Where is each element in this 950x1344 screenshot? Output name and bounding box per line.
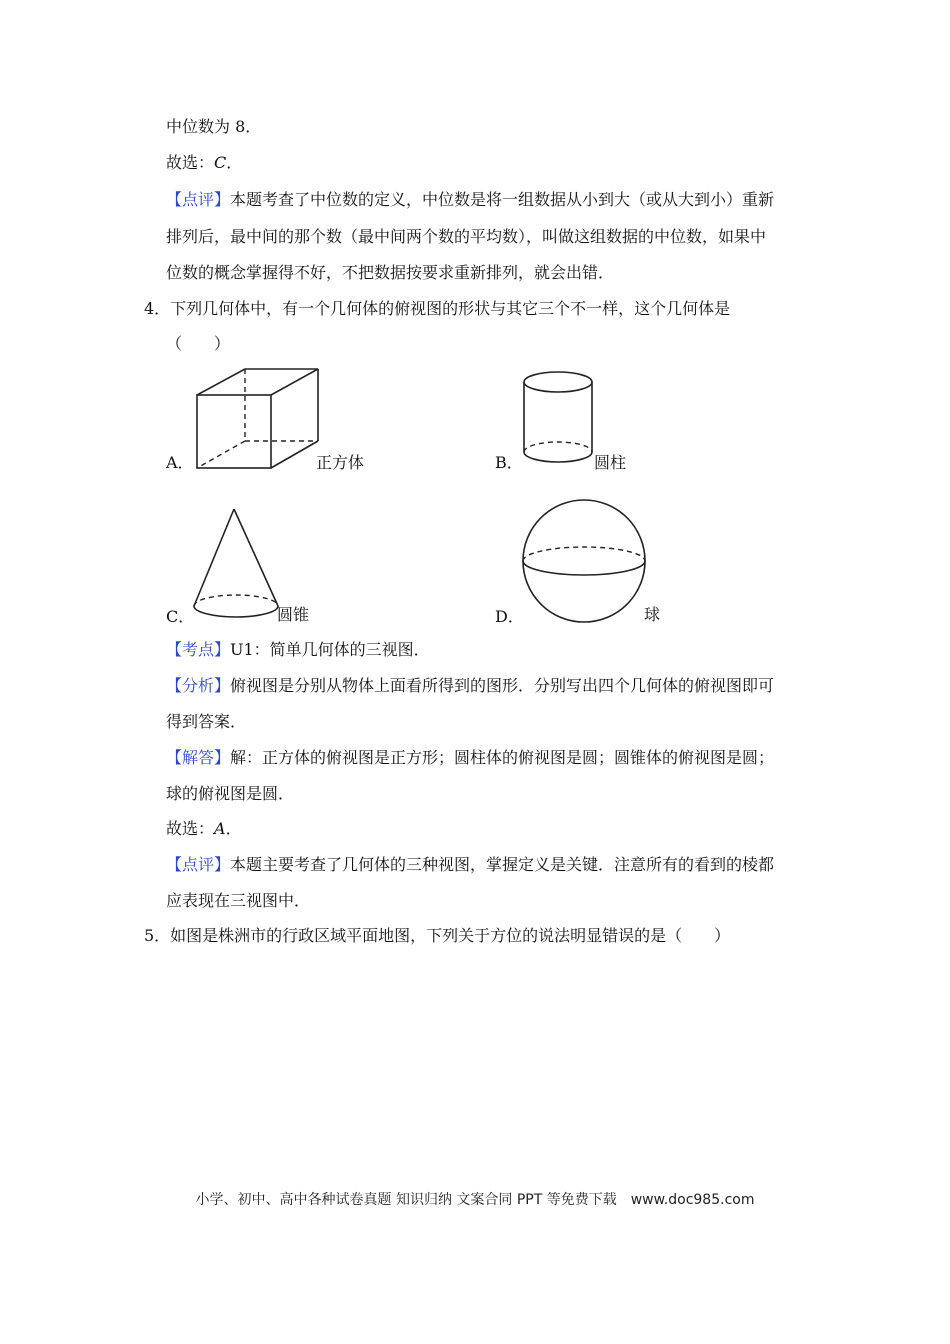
q4-analysis-line-1: 【分析】俯视图是分别从物体上面看所得到的图形．分别写出四个几何体的俯视图即可	[166, 676, 775, 695]
option-c-caption: 圆锥	[277, 605, 310, 624]
cylinder-figure	[520, 370, 600, 470]
point-tag: 【考点】	[166, 640, 231, 659]
q3-review-line-3: 位数的概念掌握得不好，不把数据按要求重新排列，就会出错．	[166, 263, 615, 282]
q3-review-line-1: 【点评】本题考查了中位数的定义，中位数是将一组数据从小到大（或从大到小）重新	[166, 190, 775, 209]
q4-stem-line-2: （ ）	[166, 334, 231, 353]
option-a-caption: 正方体	[316, 453, 365, 472]
q3-review-line-2: 排列后，最中间的那个数（最中间两个数的平均数），叫做这组数据的中位数，如果中	[166, 227, 767, 246]
q4-answer-line-2: 球的俯视图是圆．	[166, 784, 295, 803]
review-tag: 【点评】	[166, 855, 231, 874]
option-a-letter: A．	[166, 453, 194, 472]
q4-review-line-1: 【点评】本题主要考查了几何体的三种视图，掌握定义是关键．注意所有的看到的棱都	[166, 855, 775, 874]
q4-answer-line-1: 【解答】解：正方体的俯视图是正方形；圆柱体的俯视图是圆；圆锥体的俯视图是圆；	[166, 748, 775, 767]
q4-point-line: 【考点】U1：简单几何体的三视图．	[166, 640, 430, 659]
q4-choice-line: 故选：A．	[166, 819, 242, 838]
option-b-letter: B．	[495, 453, 523, 472]
option-d-letter: D．	[495, 607, 524, 626]
cone-figure	[190, 505, 285, 625]
review-tag: 【点评】	[166, 190, 231, 209]
option-d-caption: 球	[644, 605, 661, 624]
page-footer: 小学、初中、高中各种试卷真题 知识归纳 文案合同 PPT 等免费下载 www.doc985.com	[195, 1192, 755, 1208]
q5-stem: 5．如图是株洲市的行政区域平面地图，下列关于方位的说法明显错误的是（ ）	[144, 926, 731, 945]
answer-tag: 【解答】	[166, 748, 231, 767]
q4-review-line-2: 应表现在三视图中．	[166, 891, 311, 910]
option-c-letter: C．	[166, 607, 195, 626]
q3-median-line: 中位数为 8．	[166, 117, 262, 136]
q4-stem-line-1: 4．下列几何体中，有一个几何体的俯视图的形状与其它三个不一样，这个几何体是	[144, 299, 731, 318]
cube-figure	[190, 360, 330, 475]
option-b-caption: 圆柱	[594, 453, 627, 472]
q3-choice-line: 故选：C．	[166, 153, 243, 172]
q4-analysis-line-2: 得到答案．	[166, 712, 247, 731]
sphere-figure	[520, 497, 650, 627]
analysis-tag: 【分析】	[166, 676, 231, 695]
